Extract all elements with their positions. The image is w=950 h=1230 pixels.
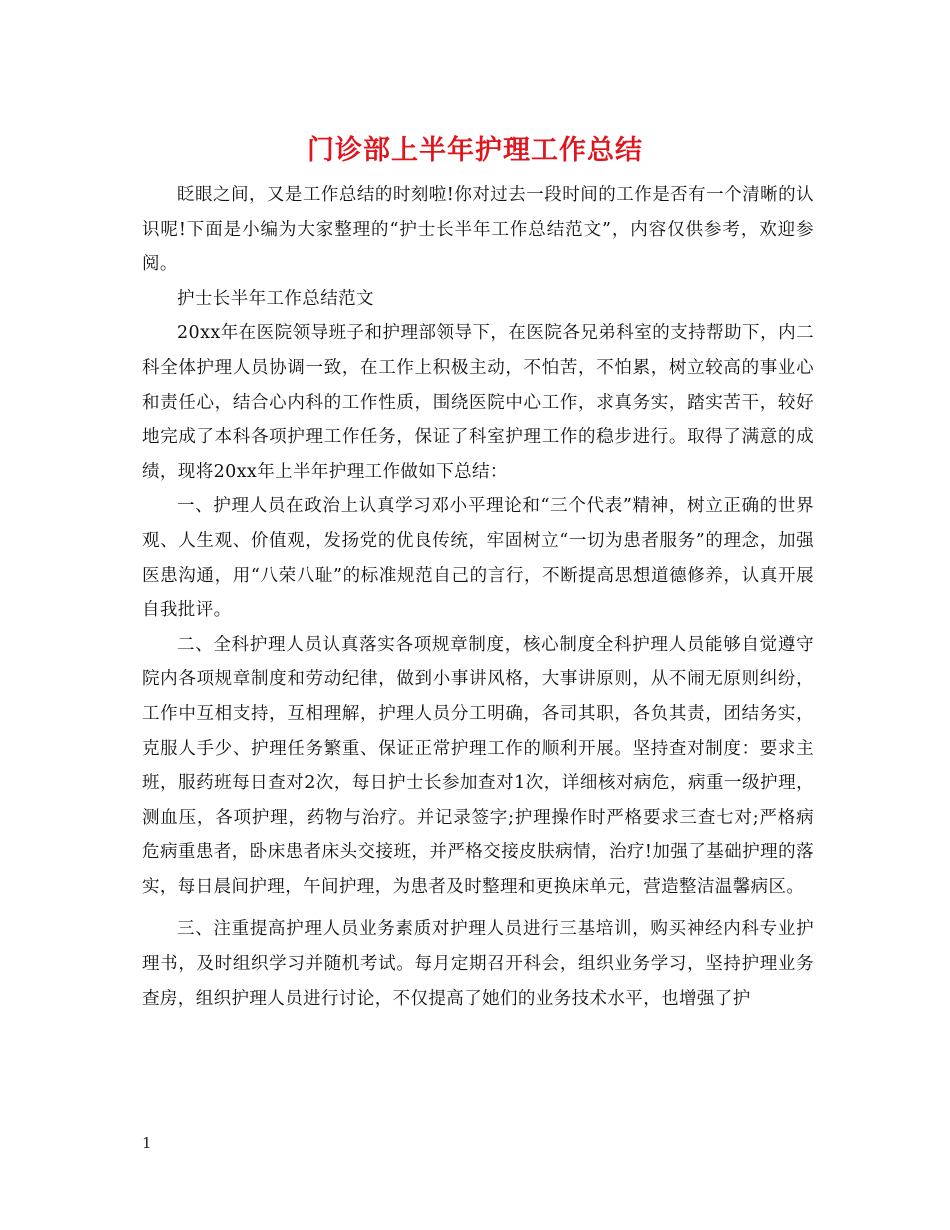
page-number: 1: [142, 1134, 152, 1152]
paragraph-overview: 20xx年在医院领导班子和护理部领导下，在医院各兄弟科室的支持帮助下，内二科全体护理人员协调一致，在工作上积极主动，不怕苦，不怕累，树立较高的事业心和责任心，结合心内科的工作性质，围绕医院中心工作，求真务实，踏实苦干，较好地完成了本科各项护理工作任务，保证了科室护理工作的稳步进行。取得了满意的成绩，现将20xx年上半年护理工作做如下总结：: [142, 323, 814, 482]
paragraph-section-2: 二、全科护理人员认真落实各项规章制度，核心制度全科护理人员能够自觉遵守院内各项规章制度和劳动纪律，做到小事讲风格，大事讲原则，从不闹无原则纠纷，工作中互相支持，互相理解，护理人员分工明确，各司其职，各负其责，团结务实，克服人手少、护理任务繁重、保证正常护理工作的顺利开展。坚持查对制度：要求主班，服药班每日查对2次，每日护士长参加查对1次，详细核对病危，病重一级护理，测血压，各项护理，药物与治疗。并记录签字;护理操作时严格要求三查七对;严格病危病重患者，卧床患者床头交接班，并严格交接皮肤病情，治疗!加强了基础护理的落实，每日晨间护理，午间护理，为患者及时整理和更换床单元，营造整洁温馨病区。: [142, 634, 814, 897]
paragraph-section-3: 三、注重提高护理人员业务素质对护理人员进行三基培训，购买神经内科专业护理书，及时组织学习并随机考试。每月定期召开科会，组织业务学习，坚持护理业务查房，组织护理人员进行讨论，不仅提高了她们的业务技术水平，也增强了护: [142, 919, 814, 1009]
document-title: 门诊部上半年护理工作总结: [307, 135, 643, 166]
paragraph-intro: 眨眼之间，又是工作总结的时刻啦!你对过去一段时间的工作是否有一个清晰的认识呢!下面是小编为大家整理的“护士长半年工作总结范文”，内容仅供参考，欢迎参阅。: [142, 185, 814, 275]
document-body: [142, 178, 814, 1016]
paragraph-subtitle: 护士长半年工作总结范文: [177, 288, 374, 309]
paragraph-section-1: 一、护理人员在政治上认真学习邓小平理论和“三个代表”精神，树立正确的世界观、人生观、价值观，发扬党的优良传统，牢固树立“一切为患者服务”的理念，加强医患沟通，用“八荣八耻”的标准规范自己的言行，不断提高思想道德修养，认真开展自我批评。: [142, 496, 814, 621]
